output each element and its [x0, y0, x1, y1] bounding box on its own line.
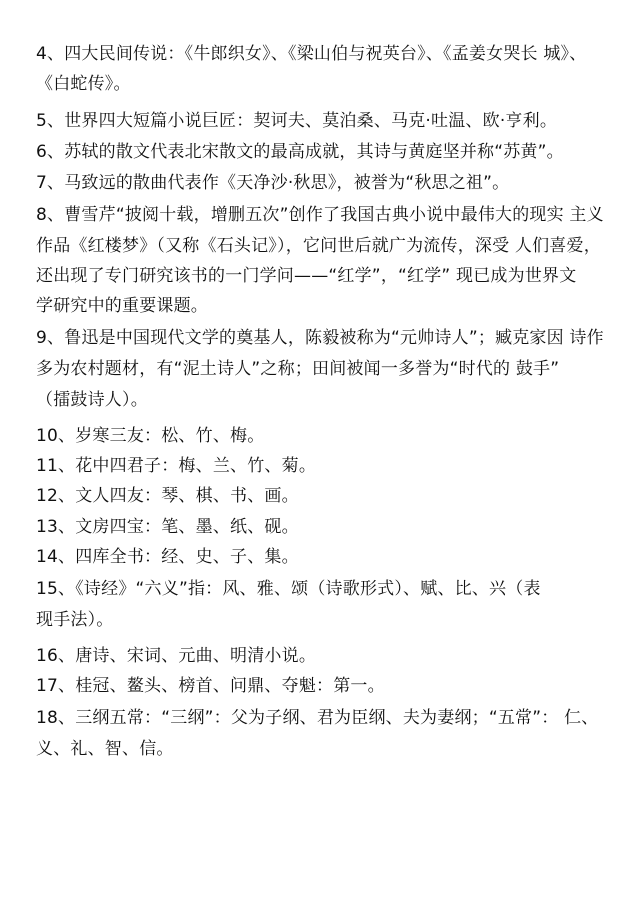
text-line-item8-b: 作品《红楼梦》（又称《石头记》），它问世后就广为流传，深受 人们喜爱，	[36, 236, 601, 256]
text-line-item18-b: 义、礼、智、信。	[36, 739, 174, 759]
text-line-item4-b: 《白蛇传》。	[36, 74, 131, 94]
text-line-item16: 16、唐诗、宋词、元曲、明清小说。	[36, 646, 317, 666]
text-line-item4-a: 4、四大民间传说：《牛郎织女》、《梁山伯与祝英台》、《孟姜女哭长 城》、	[36, 44, 587, 64]
text-line-item11: 11、花中四君子：梅、兰、竹、菊。	[36, 456, 317, 476]
text-line-item6: 6、苏轼的散文代表北宋散文的最高成就，其诗与黄庭坚并称“苏黄”。	[36, 142, 564, 162]
text-line-item17: 17、桂冠、鳌头、榜首、问鼎、夺魁：第一。	[36, 676, 385, 696]
text-line-item18-a: 18、三纲五常：“三纲”：父为子纲、君为臣纲、夫为妻纲；“五常”： 仁、	[36, 708, 599, 728]
text-line-item14: 14、四库全书：经、史、子、集。	[36, 547, 299, 567]
text-line-item9-c: （擂鼓诗人）。	[36, 390, 148, 410]
text-line-item15-a: 15、《诗经》“六义”指：风、雅、颂（诗歌形式）、赋、比、兴（表	[36, 579, 541, 599]
text-line-item13: 13、文房四宝：笔、墨、纸、砚。	[36, 517, 299, 537]
text-line-item12: 12、文人四友：琴、棋、书、画。	[36, 486, 299, 506]
text-line-item7: 7、马致远的散曲代表作《天净沙·秋思》，被誉为“秋思之祖”。	[36, 173, 510, 193]
text-line-item9-a: 9、鲁迅是中国现代文学的奠基人，陈毅被称为“元帅诗人”；臧克家因 诗作	[36, 328, 604, 348]
text-line-item8-d: 学研究中的重要课题。	[36, 296, 208, 316]
text-line-item8-a: 8、曹雪芹“披阅十载，增删五次”创作了我国古典小说中最伟大的现实 主义	[36, 205, 604, 225]
text-line-item15-b: 现手法）。	[36, 610, 114, 630]
text-line-item10: 10、岁寒三友：松、竹、梅。	[36, 426, 265, 446]
text-line-item9-b: 多为农村题材，有“泥土诗人”之称；田间被闻一多誉为“时代的 鼓手”	[36, 359, 560, 379]
text-line-item5: 5、世界四大短篇小说巨匠：契诃夫、莫泊桑、马克·吐温、欧·亨利。	[36, 111, 558, 131]
text-line-item8-c: 还出现了专门研究该书的一门学问——“红学”，“红学” 现已成为世界文	[36, 266, 577, 286]
